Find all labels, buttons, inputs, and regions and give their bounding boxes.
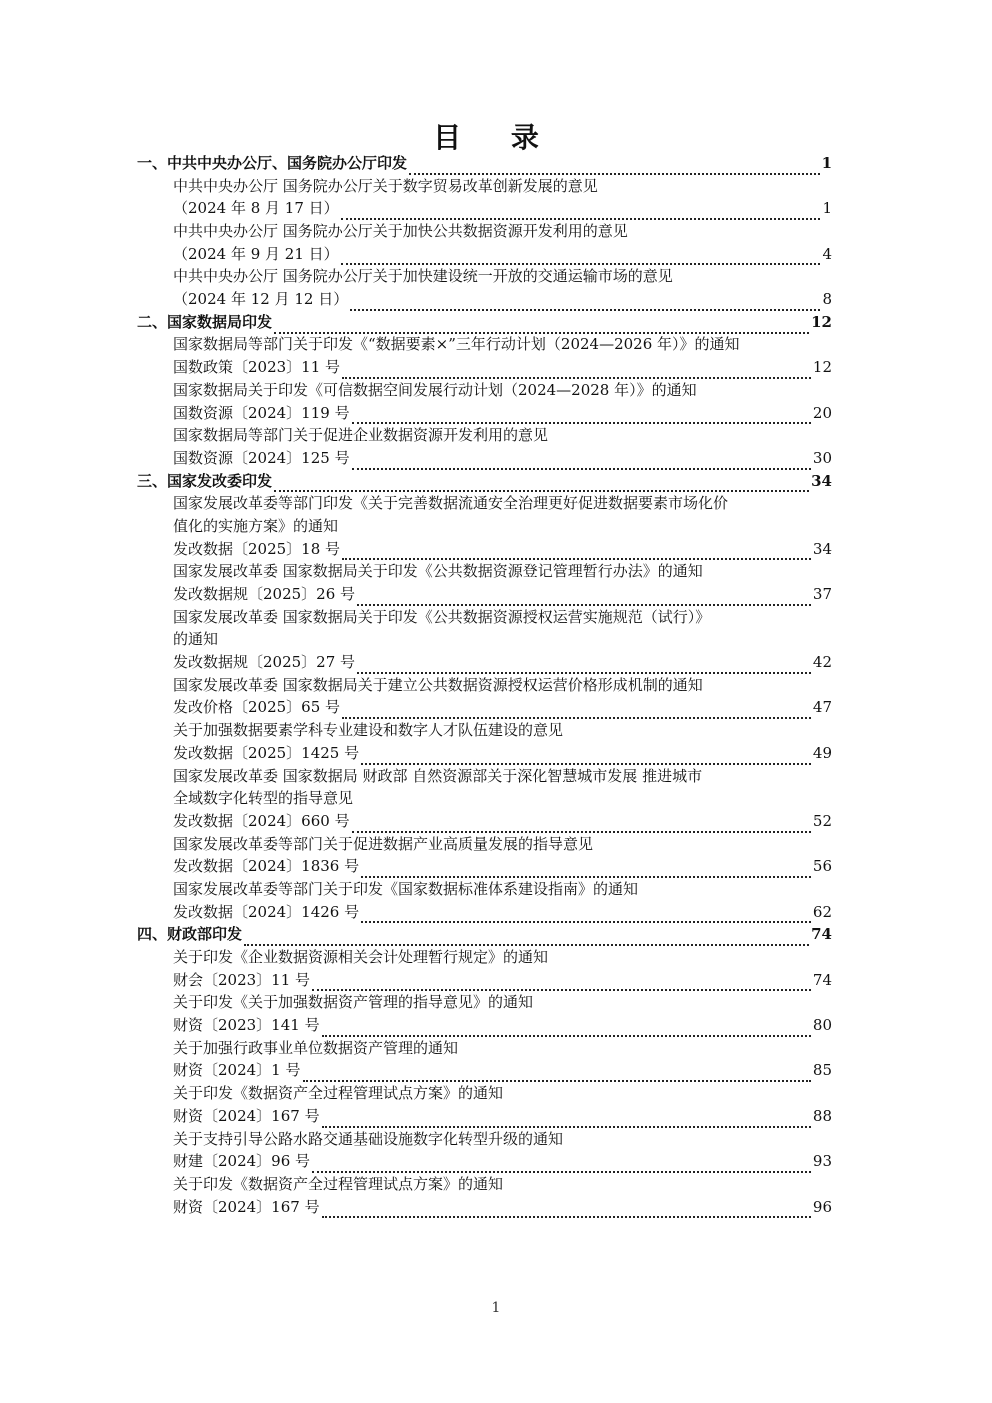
toc-entry-reference[interactable]	[137, 901, 832, 924]
toc-page-number: 47	[812, 698, 832, 717]
toc-entry-title	[137, 833, 832, 856]
toc-entry-text: 关于印发《数据资产全过程管理试点方案》的通知	[173, 1174, 504, 1193]
toc-page-number: 34	[812, 539, 832, 558]
dot-leader	[322, 1110, 811, 1128]
toc-entry-title	[137, 628, 832, 651]
toc-entry-text: 国数资源〔2024〕119 号	[173, 403, 350, 422]
toc-entry-text: 国家发展改革委等部门关于促进数据产业高质量发展的指导意见	[173, 834, 594, 853]
toc-entry-text: 中共中央办公厅 国务院办公厅关于数字贸易改革创新发展的意见	[173, 176, 598, 195]
dot-leader	[322, 1019, 811, 1037]
toc-entry-text: 国数资源〔2024〕125 号	[173, 448, 350, 467]
toc-entry-reference[interactable]	[137, 697, 832, 720]
toc-entry-title	[137, 787, 832, 810]
dot-leader	[361, 860, 811, 878]
toc-entry-title	[137, 265, 832, 288]
toc-page-number: 62	[812, 902, 832, 921]
toc-entry-text: 发改数据〔2025〕1425 号	[173, 743, 360, 762]
toc-entry-text: 国家发展改革委 国家数据局关于建立公共数据资源授权运营价格形成机制的通知	[173, 675, 703, 694]
toc-entry-title	[137, 334, 832, 357]
toc-entry-title	[137, 1037, 832, 1060]
dot-leader	[361, 747, 811, 765]
toc-entry-reference[interactable]	[137, 1150, 832, 1173]
toc-page-number: 96	[812, 1197, 832, 1216]
toc-entry-text: 中共中央办公厅 国务院办公厅关于加快建设统一开放的交通运输市场的意见	[173, 267, 673, 286]
toc-entry-text: 国家数据局等部门关于促进企业数据资源开发利用的意见	[173, 426, 549, 445]
toc-page-number: 12	[811, 312, 832, 331]
toc-page-number: 12	[812, 358, 832, 377]
toc-entry-title	[137, 765, 832, 788]
toc-page-number: 80	[812, 1016, 832, 1035]
toc-entry-text: 国家发展改革委等部门关于印发《国家数据标准体系建设指南》的通知	[173, 879, 639, 898]
toc-page-number: 56	[812, 857, 832, 876]
dot-leader	[352, 815, 811, 833]
toc-entry-text: 国家数据局关于印发《可信数据空间发展行动计划（2024—2028 年）》的通知	[173, 380, 697, 399]
toc-page-number: 88	[812, 1106, 832, 1125]
toc-section-title: 四、财政部印发	[137, 925, 243, 944]
toc-entry-text: 发改数据规〔2025〕27 号	[173, 653, 356, 672]
dot-leader	[303, 1064, 811, 1082]
toc-entry-reference[interactable]	[137, 538, 832, 561]
toc-entry-text: 国家发展改革委等部门印发《关于完善数据流通安全治理更好促进数据要素市场化价	[173, 494, 729, 513]
toc-page-number: 37	[812, 585, 832, 604]
dot-leader	[342, 701, 811, 719]
toc-entry-text: 关于印发《数据资产全过程管理试点方案》的通知	[173, 1084, 504, 1103]
toc-section[interactable]	[137, 152, 832, 175]
dot-leader	[357, 588, 811, 606]
toc-entry-text: （2024 年 12 月 12 日）	[173, 290, 349, 309]
toc-entry-reference[interactable]	[137, 243, 832, 266]
toc-entry-reference[interactable]	[137, 651, 832, 674]
toc-entry-text: 财资〔2024〕1 号	[173, 1061, 301, 1080]
toc-entry-title	[137, 1173, 832, 1196]
toc-entry-text: 全域数字化转型的指导意见	[173, 789, 354, 808]
toc-page-number: 30	[812, 448, 832, 467]
toc-entry-reference[interactable]	[137, 969, 832, 992]
page-title: 目 录	[433, 121, 559, 154]
toc-entry-reference[interactable]	[137, 855, 832, 878]
dot-leader	[274, 474, 809, 492]
toc-section-title: 一、中共中央办公厅、国务院办公厅印发	[137, 153, 408, 172]
toc-section-title: 三、国家发改委印发	[137, 471, 273, 490]
toc-section[interactable]	[137, 470, 832, 493]
toc-entry-text: 发改数据〔2024〕660 号	[173, 811, 350, 830]
toc-entry-text: （2024 年 8 月 17 日）	[173, 199, 339, 218]
toc-entry-title	[137, 1082, 832, 1105]
toc-page-number: 49	[812, 743, 832, 762]
toc-entry-title	[137, 492, 832, 515]
toc-entry-text: 关于印发《关于加强数据资产管理的指导意见》的通知	[173, 993, 534, 1012]
toc-entry-text: 发改数据规〔2025〕26 号	[173, 585, 356, 604]
toc-entry-text: 关于加强行政事业单位数据资产管理的通知	[173, 1038, 459, 1057]
toc-entry-reference[interactable]	[137, 402, 832, 425]
dot-leader	[244, 928, 809, 946]
toc-page-number: 93	[812, 1152, 832, 1171]
toc-section[interactable]	[137, 311, 832, 334]
dot-leader	[357, 656, 811, 674]
toc-page-number: 1	[821, 153, 832, 172]
toc-page-number: 74	[812, 970, 832, 989]
dot-leader	[312, 973, 811, 991]
dot-leader	[342, 361, 811, 379]
toc-entry-text: 国家数据局等部门关于印发《“数据要素×”三年行动计划（2024—2026 年）》的通知	[173, 335, 740, 354]
toc-entry-text: 财资〔2024〕167 号	[173, 1106, 320, 1125]
dot-leader	[352, 452, 811, 470]
toc-entry-text: 国家发展改革委 国家数据局 财政部 自然资源部关于深化智慧城市发展 推进城市	[173, 766, 703, 785]
dot-leader	[342, 542, 811, 560]
toc-entry-text: 国家发展改革委 国家数据局关于印发《公共数据资源登记管理暂行办法》的通知	[173, 562, 703, 581]
toc-entry-text: 财资〔2023〕141 号	[173, 1016, 320, 1035]
toc-entry-reference[interactable]	[137, 1105, 832, 1128]
toc-entry-title	[137, 515, 832, 538]
toc-section-title: 二、国家数据局印发	[137, 312, 273, 331]
toc-entry-text: 国家发展改革委 国家数据局关于印发《公共数据资源授权运营实施规范（试行）》	[173, 607, 711, 626]
dot-leader	[322, 1200, 811, 1218]
toc-entry-title	[137, 878, 832, 901]
toc-entry-title	[137, 424, 832, 447]
toc-entry-title	[137, 606, 832, 629]
toc-page-number: 20	[812, 403, 832, 422]
toc-entry-text: 发改数据〔2024〕1836 号	[173, 857, 360, 876]
dot-leader	[274, 316, 809, 334]
dot-leader	[350, 293, 820, 311]
toc-entry-reference[interactable]	[137, 197, 832, 220]
toc-entry-reference[interactable]	[137, 1014, 832, 1037]
toc-entry-title	[137, 560, 832, 583]
toc-page-number: 1	[822, 199, 832, 218]
dot-leader	[361, 905, 811, 923]
toc-entry-text: 的通知	[173, 630, 219, 649]
dot-leader	[341, 202, 821, 220]
toc-entry-text: 值化的实施方案》的通知	[173, 516, 339, 535]
toc-page-number: 85	[812, 1061, 832, 1080]
toc-entry-title	[137, 1128, 832, 1151]
toc-page-number: 8	[822, 290, 832, 309]
dot-leader	[341, 247, 821, 265]
dot-leader	[352, 406, 811, 424]
toc-entry-title	[137, 220, 832, 243]
toc-entry-reference[interactable]	[137, 1196, 832, 1219]
dot-leader	[312, 1155, 811, 1173]
toc-page-number: 4	[822, 244, 832, 263]
toc-page-number: 74	[811, 925, 832, 944]
toc-entry-title	[137, 674, 832, 697]
toc-entry-reference[interactable]	[137, 356, 832, 379]
toc-section[interactable]	[137, 923, 832, 946]
toc-entry-text: 中共中央办公厅 国务院办公厅关于加快公共数据资源开发利用的意见	[173, 222, 628, 241]
toc-entry-text: 财建〔2024〕96 号	[173, 1152, 311, 1171]
toc-entry-title	[137, 991, 832, 1014]
toc-page-number: 52	[812, 811, 832, 830]
toc-entry-reference[interactable]	[137, 810, 832, 833]
toc-page-number: 34	[811, 471, 832, 490]
toc-entry-text: （2024 年 9 月 21 日）	[173, 244, 339, 263]
toc-entry-text: 国数政策〔2023〕11 号	[173, 358, 341, 377]
toc-page-number: 42	[812, 653, 832, 672]
toc-entry-reference[interactable]	[137, 1060, 832, 1083]
toc-entry-text: 发改数据〔2024〕1426 号	[173, 902, 360, 921]
dot-leader	[409, 157, 820, 175]
toc-entry-text: 财会〔2023〕11 号	[173, 970, 311, 989]
page-number: 1	[491, 1300, 501, 1316]
toc-entry-reference[interactable]	[137, 447, 832, 470]
table-of-contents	[137, 152, 832, 1218]
toc-entry-text: 关于支持引导公路水路交通基础设施数字化转型升级的通知	[173, 1129, 564, 1148]
toc-entry-text: 发改价格〔2025〕65 号	[173, 698, 341, 717]
toc-entry-title	[137, 379, 832, 402]
toc-entry-text: 发改数据〔2025〕18 号	[173, 539, 341, 558]
toc-entry-text: 财资〔2024〕167 号	[173, 1197, 320, 1216]
toc-entry-text: 关于加强数据要素学科专业建设和数字人才队伍建设的意见	[173, 721, 564, 740]
toc-entry-reference[interactable]	[137, 742, 832, 765]
toc-entry-title	[137, 719, 832, 742]
toc-entry-reference[interactable]	[137, 288, 832, 311]
toc-entry-title	[137, 175, 832, 198]
toc-entry-text: 关于印发《企业数据资源相关会计处理暂行规定》的通知	[173, 948, 549, 967]
toc-entry-title	[137, 946, 832, 969]
toc-entry-reference[interactable]	[137, 583, 832, 606]
